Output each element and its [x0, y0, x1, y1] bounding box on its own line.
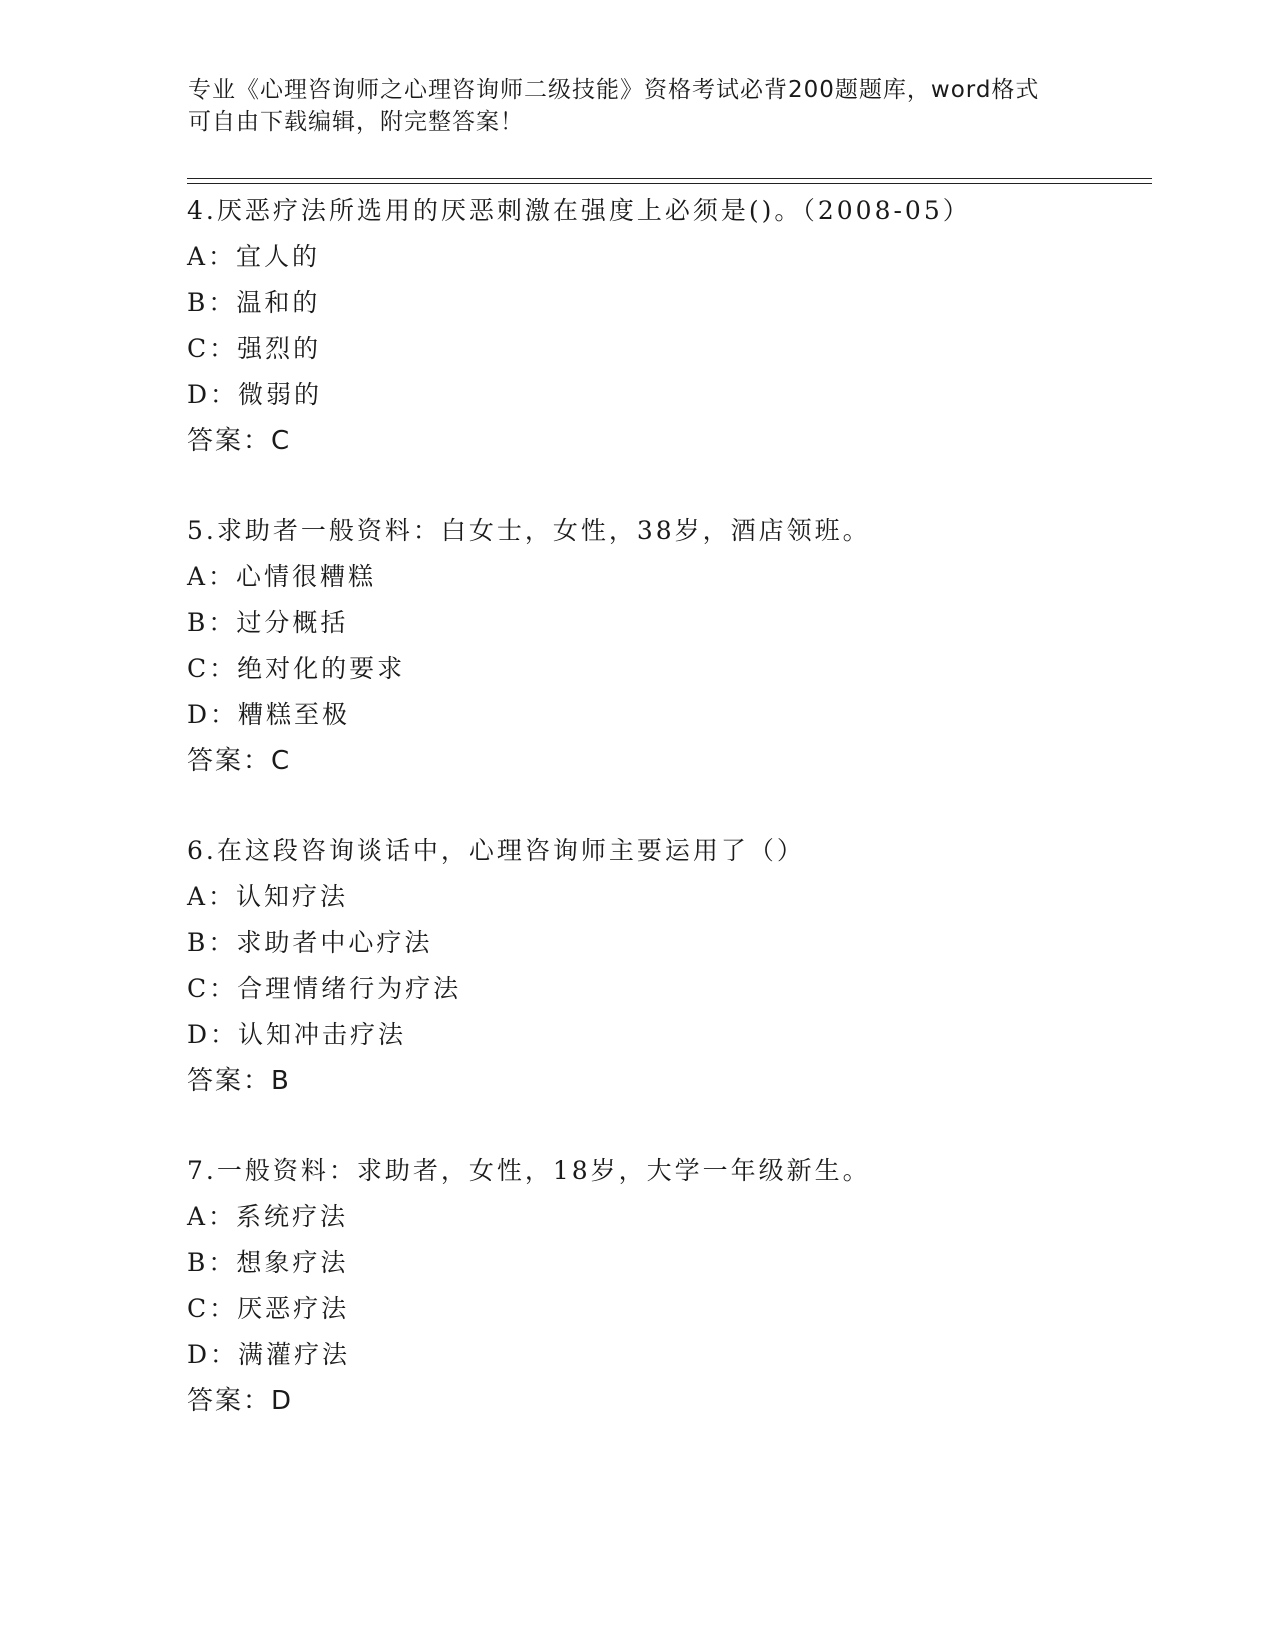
option-a: A：心情很糟糕 [187, 562, 377, 591]
question-stem: 7.一般资料：求助者，女性，18岁，大学一年级新生。 [187, 1156, 871, 1185]
question-block [187, 1148, 1152, 1424]
option-d: D：认知冲击疗法 [187, 1020, 407, 1049]
option-a: A：系统疗法 [187, 1202, 349, 1231]
question-stem: 4.厌恶疗法所选用的厌恶刺激在强度上必须是()。（2008-05） [187, 196, 971, 225]
question-stem: 6.在这段咨询谈话中，心理咨询师主要运用了（） [187, 836, 805, 865]
answer-text: 答案：B [187, 1066, 291, 1096]
option-c: C：绝对化的要求 [187, 654, 406, 683]
answer-text: 答案：D [187, 1386, 294, 1416]
question-block [187, 188, 1152, 464]
header-divider-bottom [187, 183, 1152, 184]
option-c: C：厌恶疗法 [187, 1294, 350, 1323]
option-b: B：求助者中心疗法 [187, 928, 433, 957]
option-d: D：满灌疗法 [187, 1340, 351, 1369]
document-header [188, 74, 1088, 138]
header-line-2: 可自由下载编辑，附完整答案！ [188, 109, 524, 135]
option-b: B：温和的 [187, 288, 321, 317]
answer-text: 答案：C [187, 426, 292, 456]
option-a: A：宜人的 [187, 242, 321, 271]
option-c: C：合理情绪行为疗法 [187, 974, 462, 1003]
question-block [187, 828, 1152, 1104]
option-d: D：微弱的 [187, 380, 323, 409]
answer-text: 答案：C [187, 746, 292, 776]
option-b: B：过分概括 [187, 608, 349, 637]
header-divider-top [187, 178, 1152, 179]
option-a: A：认知疗法 [187, 882, 349, 911]
option-d: D：糟糕至极 [187, 700, 351, 729]
option-c: C：强烈的 [187, 334, 322, 363]
header-line-1: 专业《心理咨询师之心理咨询师二级技能》资格考试必背200题题库，word格式 [188, 77, 1040, 103]
question-block [187, 508, 1152, 784]
question-stem: 5.求助者一般资料：白女士，女性，38岁，酒店领班。 [187, 516, 871, 545]
option-b: B：想象疗法 [187, 1248, 349, 1277]
